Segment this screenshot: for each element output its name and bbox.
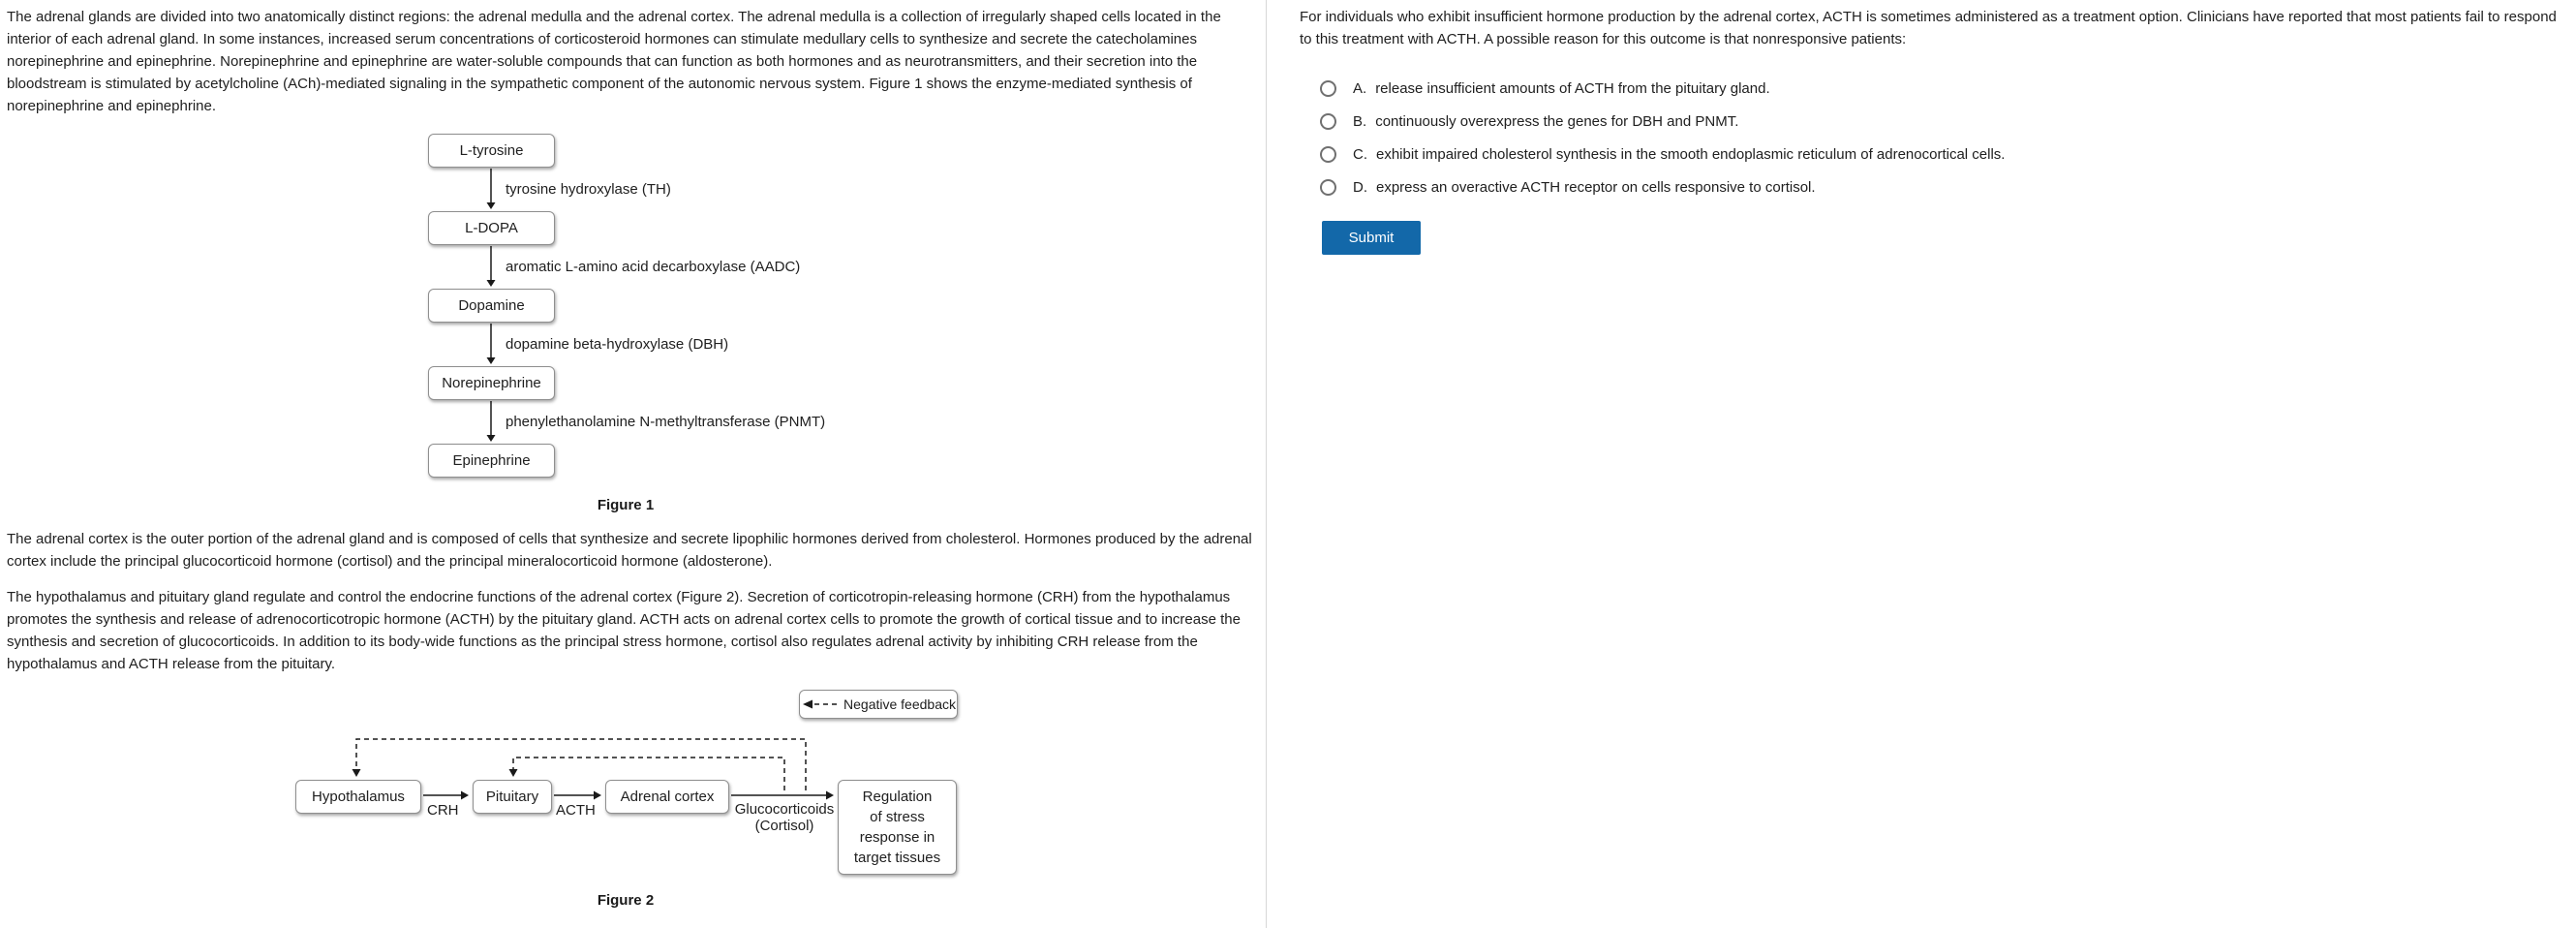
- glucocorticoids-line: Glucocorticoids: [734, 801, 835, 818]
- answer-option-c[interactable]: [1320, 146, 2005, 164]
- figure2-label-crh: CRH: [427, 802, 459, 819]
- figure2-box-label: Hypothalamus: [312, 789, 405, 805]
- figure1-box-label: L-DOPA: [465, 220, 518, 236]
- figure2-box-adrenal-cortex: [605, 780, 729, 814]
- option-d-letter: D.: [1353, 179, 1367, 196]
- figure1-enzyme-dbh: dopamine beta-hydroxylase (DBH): [506, 336, 729, 353]
- figure2-outcome-line: target tissues: [853, 850, 941, 866]
- option-c-radio[interactable]: [1320, 146, 1336, 163]
- option-d-text: express an overactive ACTH receptor on cells responsive to cortisol.: [1376, 179, 1816, 196]
- option-b-text: continuously overexpress the genes for DBH and PNMT.: [1375, 113, 1739, 130]
- submit-button[interactable]: Submit: [1322, 221, 1421, 255]
- panel-divider: [1266, 0, 1267, 928]
- answer-option-d[interactable]: [1320, 179, 1816, 197]
- passage-paragraph-2: The adrenal cortex is the outer portion of the adrenal gland and is composed of cells that synthesize and secrete lipophilic hormones derived from cholesterol. Hormones produced by the adrenal cortex include the principal glucocorticoid hormone (cortisol) and the principal mineralocorticoid hormone (aldosterone).: [7, 531, 1252, 570]
- figure1-box-label: Dopamine: [458, 297, 525, 314]
- figure2-box-stress-response: [838, 780, 957, 875]
- option-b-letter: B.: [1353, 113, 1367, 130]
- figure2-box-label: Adrenal cortex: [620, 789, 715, 805]
- figure1-box-label: L-tyrosine: [459, 142, 524, 159]
- figure1-caption: Figure 1: [597, 497, 655, 513]
- figure2-outcome-line: Regulation: [862, 789, 933, 805]
- figure2-label-acth: ACTH: [556, 802, 596, 819]
- figure2-feedback-arrowhead-icons: [353, 769, 518, 777]
- figure1-box-dopamine: [428, 289, 555, 323]
- figure1-box-norepinephrine: [428, 366, 555, 400]
- figure1-enzyme-pnmt: phenylethanolamine N-methyltransferase (PNMT): [506, 414, 826, 430]
- figure1-box-epinephrine: [428, 444, 555, 478]
- option-a-text: release insufficient amounts of ACTH from the pituitary gland.: [1375, 80, 1770, 97]
- figure2-box-pituitary: [473, 780, 552, 814]
- option-c-text: exhibit impaired cholesterol synthesis in the smooth endoplasmic reticulum of adrenocortical cells.: [1376, 146, 2006, 163]
- option-d-radio[interactable]: [1320, 179, 1336, 196]
- figure2-caption: Figure 2: [597, 892, 655, 909]
- figure1-box-label: Norepinephrine: [442, 375, 541, 391]
- figure1-box-label: Epinephrine: [452, 452, 531, 469]
- figure1-enzyme-th: tyrosine hydroxylase (TH): [506, 181, 671, 198]
- figure2-outcome-line: response in: [859, 829, 935, 846]
- answer-option-a[interactable]: [1320, 80, 1770, 98]
- figure2-box-label: Pituitary: [485, 789, 539, 805]
- figure2-label-glucocorticoids: [728, 801, 841, 834]
- question-stem: For individuals who exhibit insufficient hormone production by the adrenal cortex, ACTH is sometimes administered as a treatment option. Clinicians have reported that most patients fail to respond to this treatment with ACTH. A possible reason for this outcome is that nonresponsive patients:: [1300, 9, 2557, 47]
- passage-paragraph-1: The adrenal glands are divided into two anatomically distinct regions: the adrenal medulla and the adrenal cortex. The adrenal medulla is a collection of irregularly shaped cells located in the interior of each adrenal gland. In some instances, increased serum concentrations of corticosteroid hormones can stimulate medullary cells to synthesize and secrete the catecholamines norepinephrine and epinephrine. Norepinephrine and epinephrine are water-soluble compounds that can function as both hormones and as neurotransmitters, and their secretion into the bloodstream is stimulated by acetylcholine (ACh)-mediated signaling in the sympathetic component of the autonomic nervous system. Figure 1 shows the enzyme-mediated synthesis of norepinephrine and epinephrine.: [7, 9, 1221, 114]
- figure1-box-l-dopa: [428, 211, 555, 245]
- figure2-legend-label: Negative feedback: [843, 696, 956, 712]
- option-a-letter: A.: [1353, 80, 1367, 97]
- cortisol-line: (Cortisol): [754, 818, 814, 834]
- passage-paragraph-3: The hypothalamus and pituitary gland regulate and control the endocrine functions of the adrenal cortex (Figure 2). Secretion of corticotropin-releasing hormone (CRH) from the hypothalamus promotes the synthesis and release of adrenocorticotropic hormone (ACTH) by the pituitary gland. ACTH acts on adrenal cortex cells to promote the growth of cortical tissue and to increase the synthesis and secretion of glucocorticoids. In addition to its body-wide functions as the principal stress hormone, cortisol also regulates adrenal activity by inhibiting CRH release from the hypothalamus and ACTH release from the pituitary.: [7, 589, 1241, 672]
- figure2-legend: [799, 690, 958, 719]
- figure2-negative-feedback-lines: [356, 739, 806, 790]
- option-a-radio[interactable]: [1320, 80, 1336, 97]
- option-c-letter: C.: [1353, 146, 1367, 163]
- figure1-enzyme-aadc: aromatic L-amino acid decarboxylase (AADC): [506, 259, 801, 275]
- negative-feedback-arrow-icon: [801, 698, 838, 710]
- figure2-outcome-line: of stress: [870, 809, 925, 825]
- answer-option-b[interactable]: [1320, 113, 1738, 131]
- figure1-box-l-tyrosine: [428, 134, 555, 168]
- option-b-radio[interactable]: [1320, 113, 1336, 130]
- figure2-box-hypothalamus: [295, 780, 421, 814]
